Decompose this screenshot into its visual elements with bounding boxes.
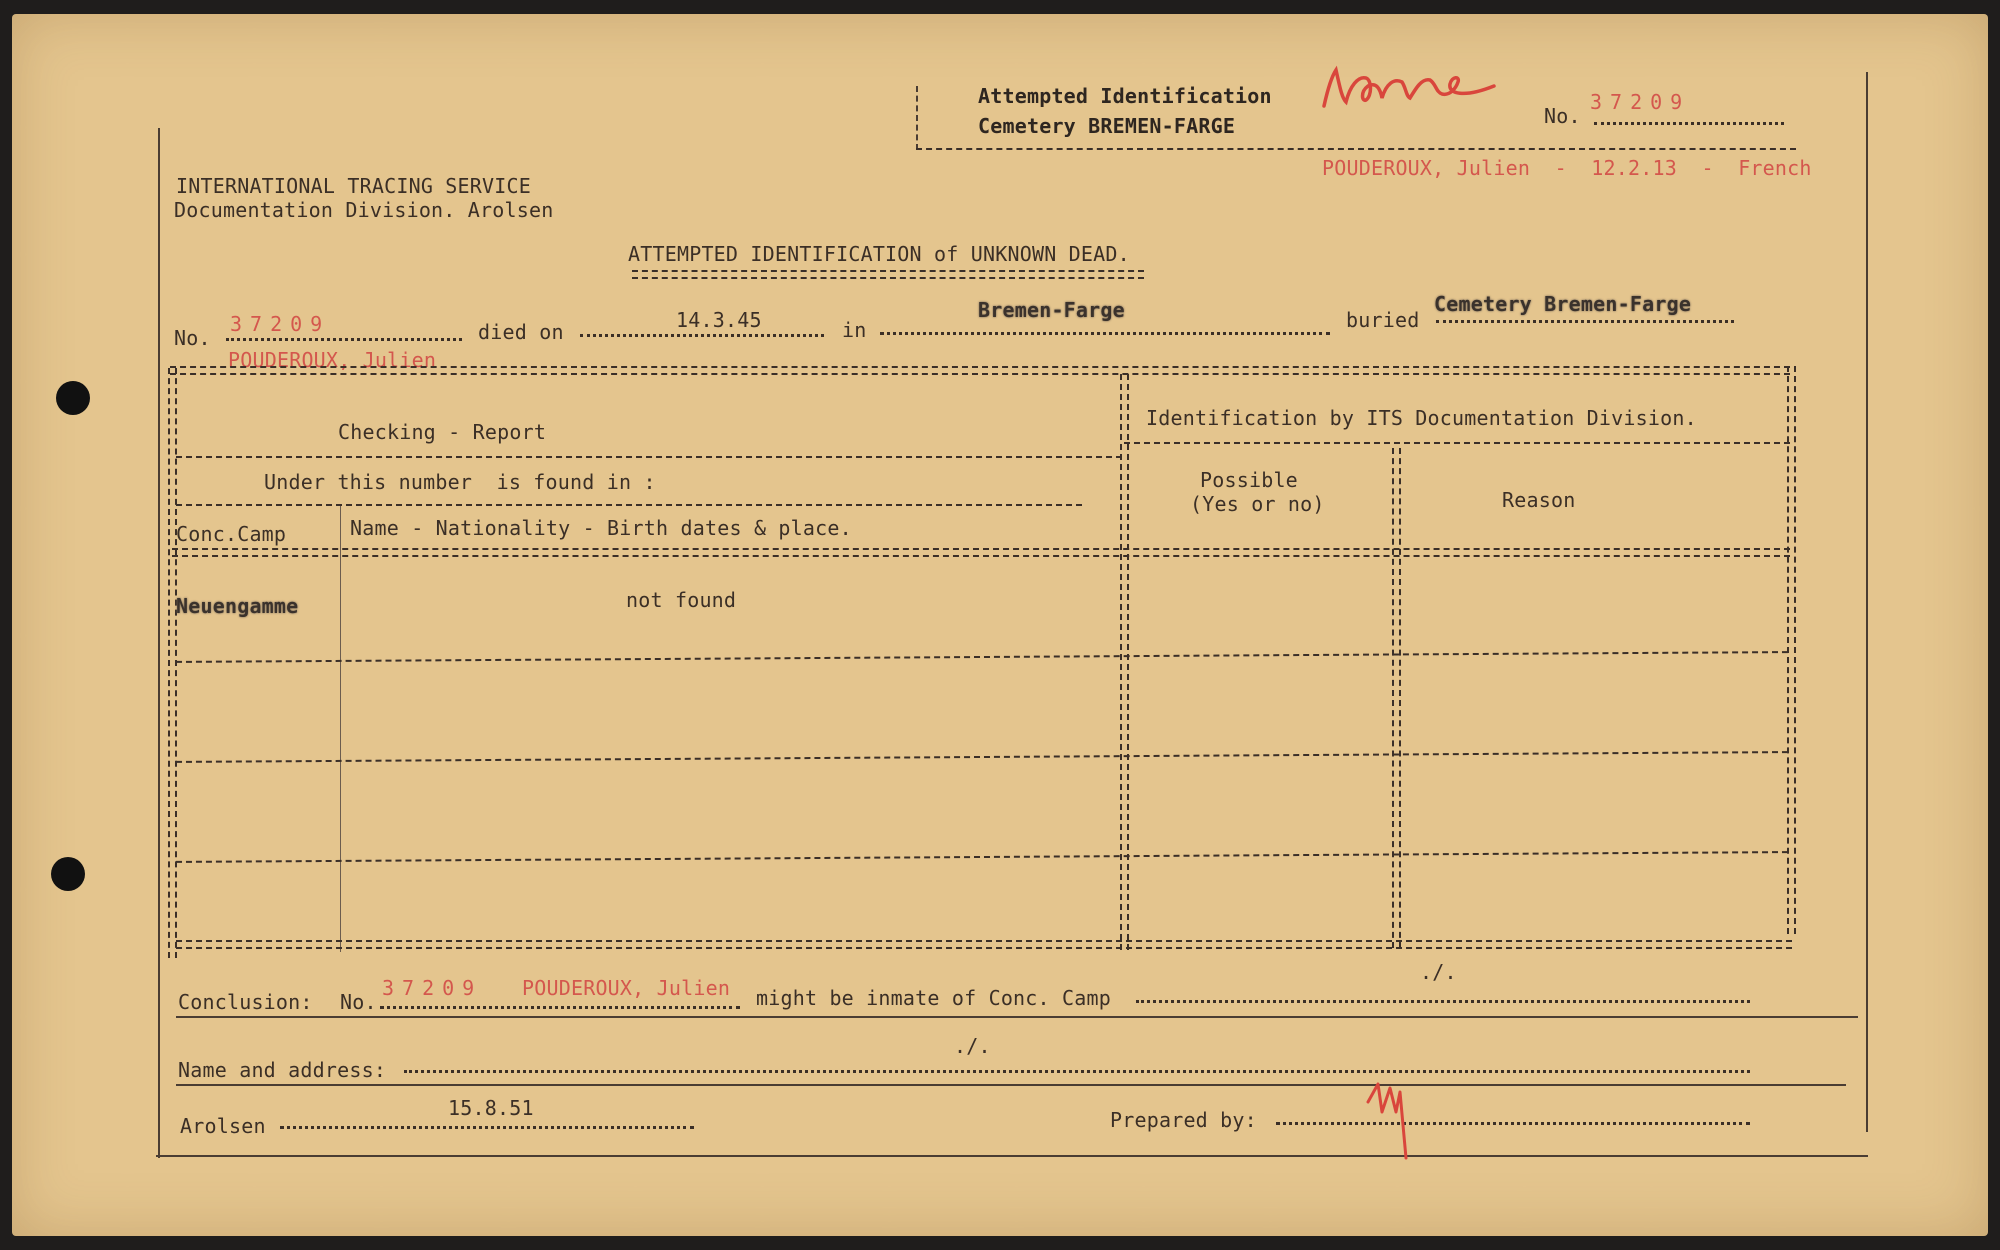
conclusion-no-label: No. [340, 990, 377, 1014]
right-border [1866, 72, 1868, 1132]
conclusion-label: Conclusion: [178, 990, 313, 1014]
org-line-1: INTERNATIONAL TRACING SERVICE [176, 174, 531, 198]
in-value: Bremen-Farge [978, 298, 1125, 322]
in-dots [880, 332, 1330, 335]
table-reason-divider [1392, 448, 1401, 948]
might-be-text: might be inmate of Conc. Camp [756, 986, 1111, 1010]
buried-dots [1436, 320, 1734, 323]
date-value: 15.8.51 [448, 1096, 534, 1120]
checking-report-heading: Checking - Report [338, 420, 547, 444]
punch-hole-top [56, 381, 90, 415]
identification-heading: Identification by ITS Documentation Division. [1146, 406, 1697, 430]
table-middle-divider [1120, 374, 1129, 950]
identification-underline [1124, 442, 1790, 444]
title-underline [632, 270, 1144, 279]
died-dots [580, 334, 824, 337]
stamp-box-bottom [916, 148, 1796, 150]
name-address-value: ./. [954, 1034, 991, 1058]
place-label: Arolsen [180, 1114, 266, 1138]
name-address-label: Name and address: [178, 1058, 387, 1082]
possible-heading-2: (Yes or no) [1190, 492, 1325, 516]
prepared-dots [1276, 1122, 1750, 1125]
prepared-initial-signature [1360, 1072, 1420, 1166]
stamp-line-2: Cemetery BREMEN-FARGE [978, 114, 1236, 138]
camp-value: ./. [1420, 960, 1457, 984]
conclusion-no-dots [380, 1006, 740, 1009]
buried-label: buried [1346, 308, 1420, 332]
punch-hole-bottom [51, 857, 85, 891]
bottom-border [156, 1155, 1868, 1157]
checking-underline [176, 456, 1122, 458]
prepared-label: Prepared by: [1110, 1108, 1257, 1132]
handwritten-note [1318, 58, 1504, 122]
conclusion-no-value: 37209 [382, 976, 483, 1000]
table-right-border [1787, 366, 1796, 934]
col-name-heading: Name - Nationality - Birth dates & place. [350, 516, 852, 540]
table-name-divider [340, 506, 341, 952]
header-no-dots [1594, 122, 1784, 125]
conclusion-name: POUDEROUX, Julien [522, 976, 731, 1000]
row1-camp: Neuengamme [176, 594, 299, 618]
buried-value: Cemetery Bremen-Farge [1434, 292, 1692, 316]
stamp-box-left [916, 86, 918, 150]
died-label: died on [478, 320, 564, 344]
header-no-value: 37209 [1590, 90, 1691, 114]
camp-dots [1136, 1000, 1750, 1003]
reason-heading: Reason [1502, 488, 1576, 512]
name-address-dots [404, 1070, 1750, 1073]
record-no-value: 37209 [230, 312, 331, 336]
row1-name: not found [626, 588, 737, 612]
table-bottom-border [176, 940, 1792, 949]
name-address-rule [176, 1084, 1846, 1086]
in-label: in [842, 318, 867, 342]
died-value: 14.3.45 [676, 308, 762, 332]
column-header-border [172, 548, 1790, 557]
date-dots [280, 1126, 694, 1129]
under-number-text: Under this number is found in : [264, 470, 656, 494]
col-camp-heading: Conc.Camp [176, 522, 287, 546]
conclusion-rule [176, 1016, 1858, 1018]
stamp-line-1: Attempted Identification [978, 84, 1272, 108]
table-top-border [170, 366, 1790, 375]
record-name: POUDEROUX, Julien [228, 348, 437, 372]
header-person-line: POUDEROUX, Julien - 12.2.13 - French [1322, 156, 1812, 180]
left-border [158, 128, 160, 1158]
header-no-label: No. [1544, 104, 1581, 128]
possible-heading-1: Possible [1200, 468, 1298, 492]
under-number-underline [176, 504, 1082, 506]
record-no-dots [226, 338, 462, 341]
record-no-label: No. [174, 326, 211, 350]
page-title: ATTEMPTED IDENTIFICATION of UNKNOWN DEAD. [628, 242, 1130, 266]
org-line-2: Documentation Division. Arolsen [174, 198, 554, 222]
